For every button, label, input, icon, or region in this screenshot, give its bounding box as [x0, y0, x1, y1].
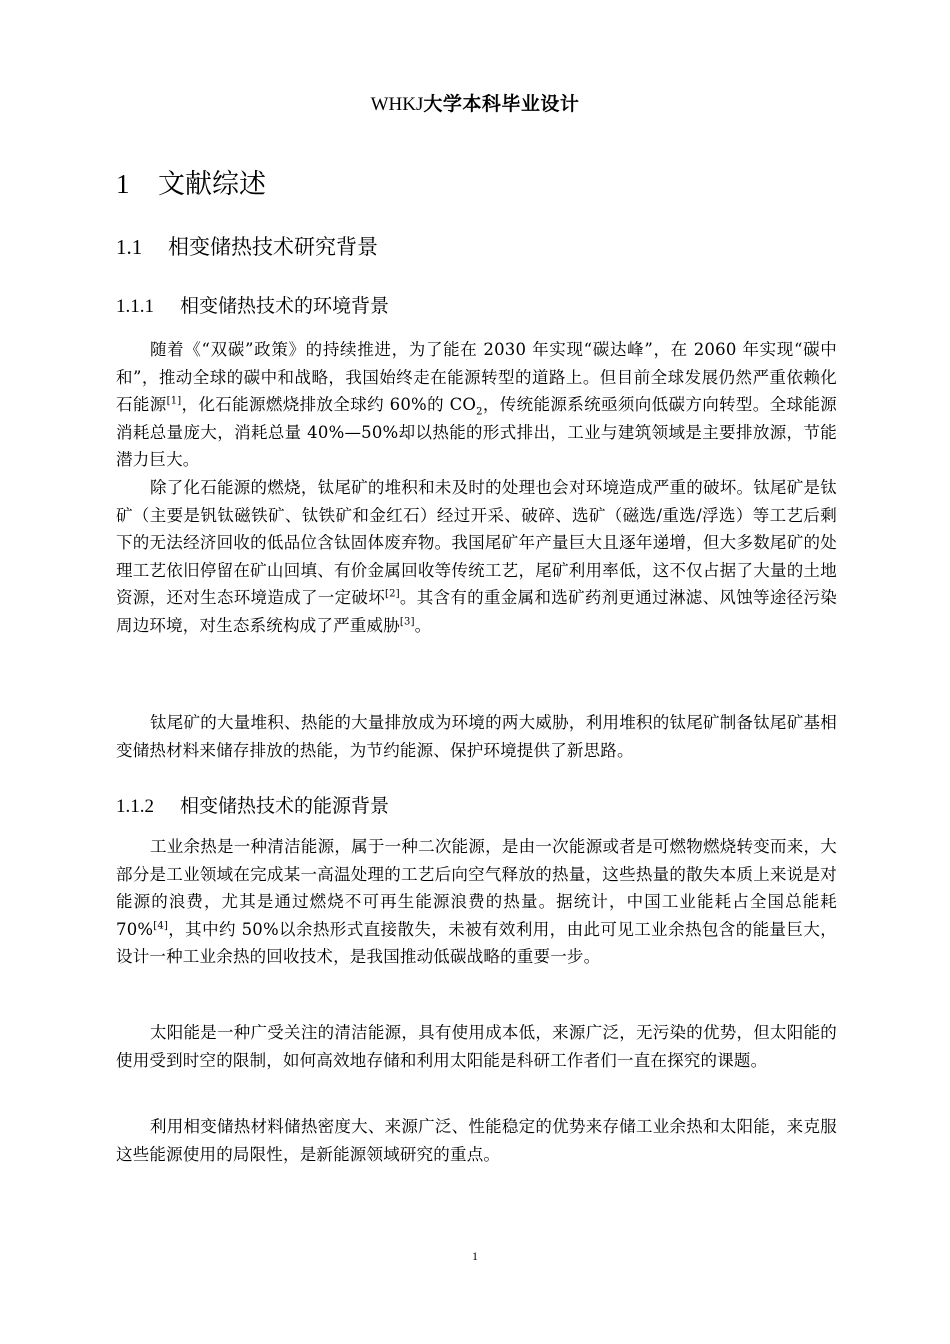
paragraph-text: 利用相变储热材料储热密度大、来源广泛、性能稳定的优势来存储工业余热和太阳能，来克服这些能源使用的局限性，是新能源领域研究的重点。 [116, 1117, 837, 1164]
subsection-number: 1.1.1 [116, 296, 154, 317]
citation-marker: [3] [399, 616, 415, 627]
paragraph [116, 336, 837, 474]
paragraph [116, 1113, 837, 1168]
subsection-heading [116, 791, 389, 822]
running-header [0, 93, 950, 117]
paragraph [116, 474, 837, 639]
citation-marker: [1] [166, 395, 182, 407]
section-heading [116, 231, 378, 263]
paragraph-text: 。其含有的重金属和选矿药剂更通过淋滤、风蚀等途径污染周边环境，对生态系统构成了严重威胁 [116, 588, 838, 635]
chapter-number: 1 [116, 169, 130, 199]
paragraph-text: 随着《“双碳”政策》的持续推进，为了能在 2030 年实现“碳达峰”，在 2060 年实现“碳中和”，推动全球的碳中和战略，我国始终走在能源转型的道路上。但目前全球发展仍然严重依赖化石能源 [116, 340, 837, 414]
chapter-heading [116, 164, 266, 205]
subsection-title: 相变储热技术的环境背景 [180, 295, 390, 317]
paragraph [116, 833, 837, 971]
paragraph [116, 709, 837, 764]
paragraph-text: 除了化石能源的燃烧，钛尾矿的堆积和未及时的处理也会对环境造成严重的破坏。钛尾矿是钛矿（主要是钒钛磁铁矿、钛铁矿和金红石）经过开采、破碎、选矿（磁选/重选/浮选）等工艺后剩下的无法经济回收的低品位含钛固体废弃物。我国尾矿年产量巨大且逐年递增，但大多数尾矿的处理工艺依旧停留在矿山回填、有价金属回收等传统工艺，尾矿利用率低，这不仅占据了大量的土地资源，还对生态环境造成了一定破坏 [116, 478, 837, 607]
paragraph-text: 钛尾矿的大量堆积、热能的大量排放成为环境的两大威胁，利用堆积的钛尾矿制备钛尾矿基相变储热材料来储存排放的热能，为节约能源、保护环境提供了新思路。 [116, 713, 837, 760]
subsection-number: 1.1.2 [116, 796, 154, 817]
subsection-title: 相变储热技术的能源背景 [180, 795, 390, 817]
citation-marker: [2] [385, 588, 400, 600]
paragraph-text: 太阳能是一种广受关注的清洁能源，具有使用成本低，来源广泛，无污染的优势，但太阳能的使用受到时空的限制，如何高效地存储和利用太阳能是科研工作者们一直在探究的课题。 [116, 1023, 837, 1070]
header-title: 大学本科毕业设计 [423, 94, 580, 115]
citation-marker: [4] [153, 920, 169, 931]
paragraph-text: ，传统能源系统亟须向低碳方向转型。全球能源消耗总量庞大，消耗总量 40%—50%却以热能的形式排出，工业与建筑领域是主要排放源，节能潜力巨大。 [116, 395, 837, 469]
section-title: 相变储热技术研究背景 [168, 235, 378, 259]
paragraph [116, 1019, 837, 1074]
page-number: 1 [472, 1249, 478, 1263]
paragraph-text: ，化石能源燃烧排放全球约 60%的 CO [181, 395, 477, 414]
subscript: 2 [476, 406, 483, 418]
paragraph-text: 工业余热是一种清洁能源，属于一种二次能源，是由一次能源或者是可燃物燃烧转变而来，大部分是工业领域在完成某一高温处理的工艺后向空气释放的热量，这些热量的散失本质上来说是对能源的浪费，尤其是通过燃烧不可再生能源浪费的热量。据统计，中国工业能耗占全国总能耗 70% [116, 837, 837, 939]
chapter-title: 文献综述 [158, 169, 266, 200]
header-latin: WHKJ [370, 94, 424, 115]
paragraph-text: 。 [414, 615, 432, 635]
section-number: 1.1 [116, 235, 143, 259]
paragraph-text: ，其中约 50%以余热形式直接散失，未被有效利用，由此可见工业余热包含的能量巨大，设计一种工业余热的回收技术，是我国推动低碳战略的重要一步。 [116, 919, 837, 966]
subsection-heading [116, 291, 389, 322]
